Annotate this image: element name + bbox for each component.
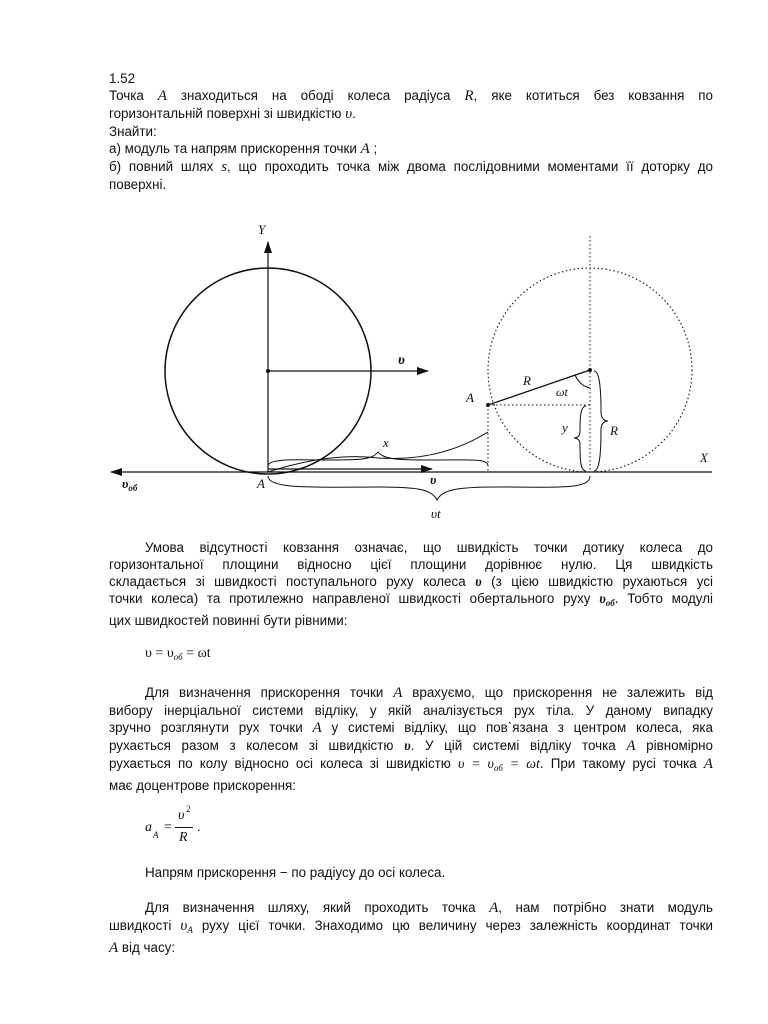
angle-arc <box>575 375 590 388</box>
y-axis-label: Y <box>258 222 266 237</box>
problem-line-1: Точка A знаходиться на ободі колеса радіуса R, яке котиться без ковзання по <box>109 88 713 104</box>
task-b-cont: поверхні. <box>109 177 167 192</box>
r-brace <box>594 371 608 471</box>
paragraph-acceleration: Для визначення прискорення точки A врахуємо, що прискорення не залежить від вибору інерціальної системи відліку, у якій аналізується рух тіла. У даному випадку зручно розглянути рух точки A у системі відліку, що пов`язана з центром колеса, яка рухається разом з колесом зі швидкістю υ. У цій системі відліку точка A рівномірно рухається по колу відносно осі колеса зі швидкістю $\upsilon = \upsilon_{об} = \omega t$. При такому русі точка A має доцентрове прискорення: <box>109 685 714 793</box>
formula-centripetal: a A = υ 2 R . <box>145 804 201 845</box>
angle-label: ωt <box>556 385 568 399</box>
radius-label: R <box>523 373 531 388</box>
x-axis-label: X <box>700 450 708 465</box>
velocity-label: υ <box>398 353 405 368</box>
v-rot-label: $\upsilon_{об}$ <box>122 476 138 493</box>
problem-line-2: горизонтальній поверхні зі швидкістю υ. <box>109 106 356 122</box>
direction-sentence: Напрям прискорення − по радіусу до осі колеса. <box>145 865 446 880</box>
point-a-later-label: A <box>466 390 474 405</box>
task-a: а) модуль та напрям прискорення точки A ; <box>109 141 378 157</box>
paragraph-path: Для визначення шляху, який проходить точка A, нам потрібно знати модуль швидкості $\upsilon_A$ руху цієї точки. Знаходимо цю величину через залежність координат точки A від часу: <box>109 900 713 956</box>
x-label: x <box>383 435 389 450</box>
ground-velocity-label: υ <box>430 472 437 487</box>
vt-brace <box>268 476 590 500</box>
y-label: y <box>562 420 568 435</box>
formula-no-slip: $\upsilon = \upsilon_{об} = \omega t$ <box>145 646 211 662</box>
paragraph-no-slip: Умова відсутності ковзання означає, що швидкість точки дотику колеса до горизонтальної площини відносно цієї площини дорівнює нулю. Ця швидкість складається зі швидкості поступального руху колеса υ (з цією швидкістю рухаються усі точки колеса) та протилежно направленої швидкості обертального руху $\upsilon_{об}$. Тобто модулі цих швидкостей повинні бути рівними: <box>109 540 713 628</box>
x-brace <box>268 452 488 466</box>
r-brace-label: R <box>610 423 618 438</box>
point-a-label: A <box>257 476 265 491</box>
y-brace <box>574 406 586 471</box>
find-label: Знайти: <box>109 124 157 139</box>
problem-number: 1.52 <box>109 71 136 86</box>
vt-label: υt <box>431 506 441 521</box>
task-b: б) повний шлях s, що проходить точка між двома послідовними моментами її доторку до <box>109 159 713 175</box>
